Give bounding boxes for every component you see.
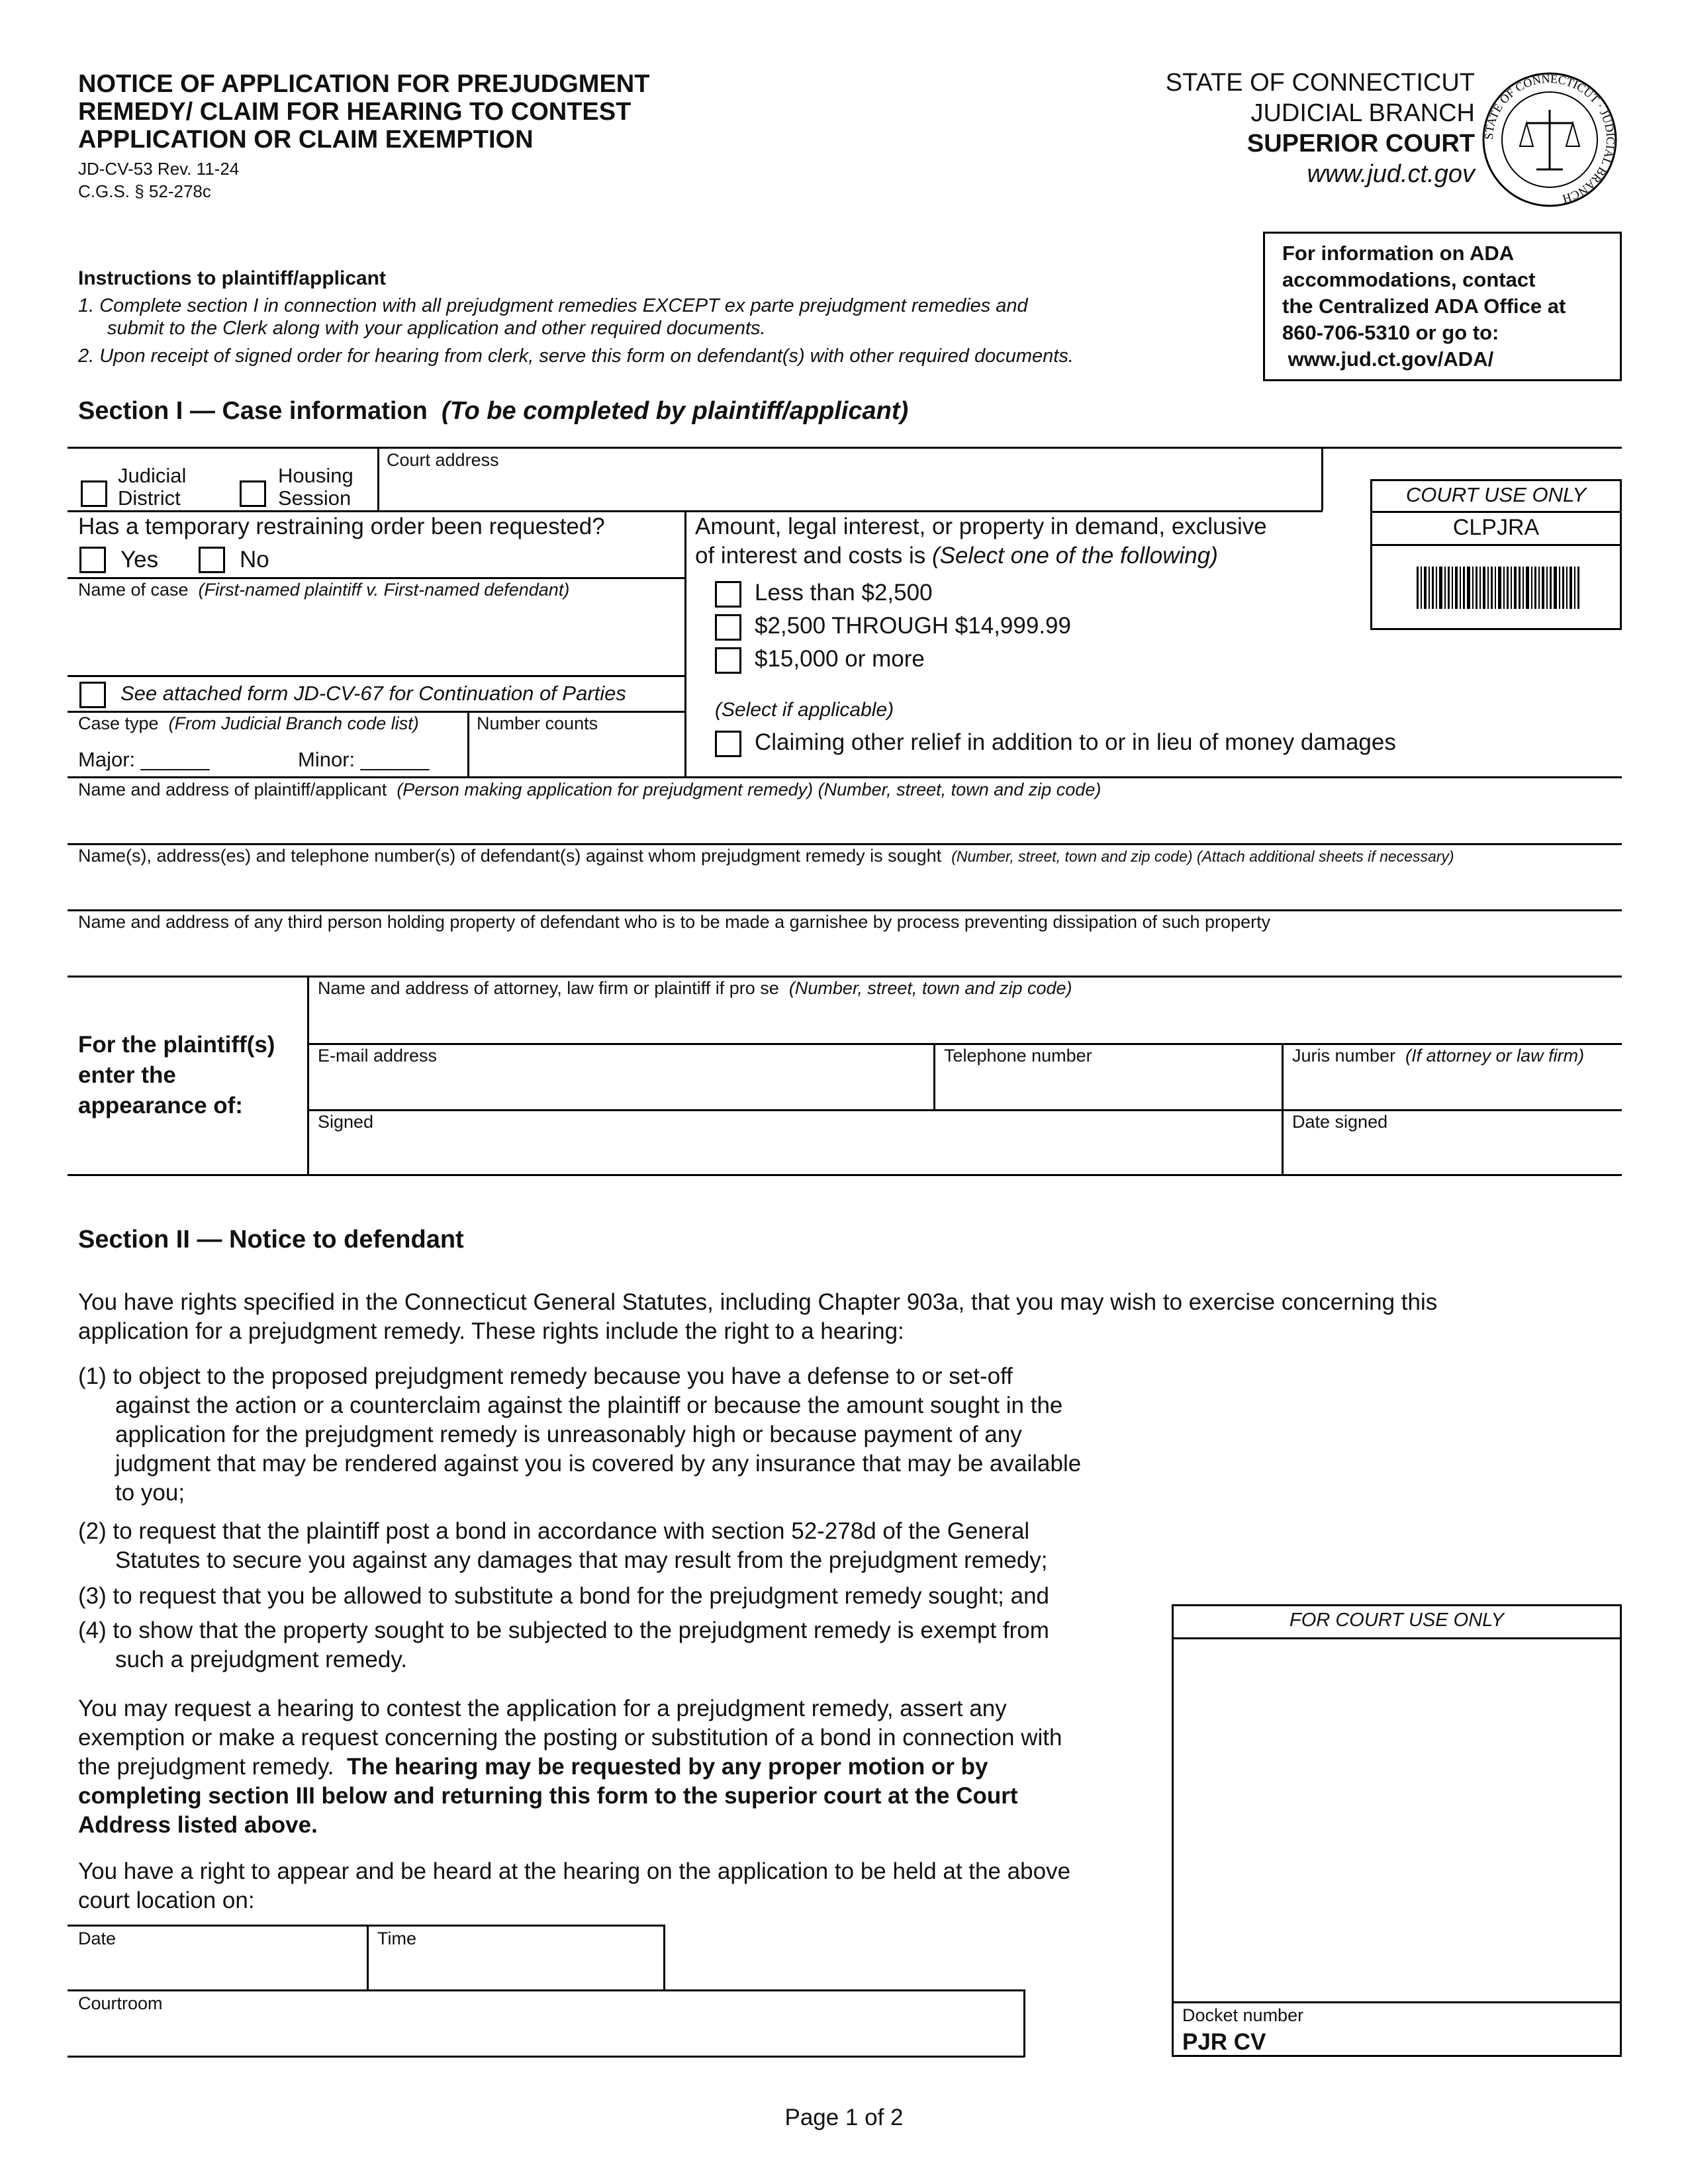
signature-field[interactable]: [318, 1134, 1271, 1170]
section-1-title-text: Section I — Case information: [78, 397, 428, 425]
right-1: [78, 1362, 1081, 1508]
title-line-2: REMEDY/ CLAIM FOR HEARING TO CONTEST: [78, 98, 632, 126]
housing-session-checkbox[interactable]: [240, 480, 266, 507]
name-of-case-text: Name of case: [78, 580, 189, 600]
right-3-line-1: (3) to request that you be allowed to substitute a bond for the prejudgment remedy sought; and: [78, 1583, 1050, 1609]
ada-line-2: accommodations, contact: [1282, 268, 1536, 291]
right-1-line-3: application for the prejudgment remedy is unreasonably high or because payment of any: [115, 1422, 1022, 1447]
date-signed-field[interactable]: [1292, 1134, 1617, 1170]
attorney-label: [318, 978, 1072, 999]
intro-line-2: application for a prejudgment remedy. These rights include the right to a hearing:: [78, 1318, 904, 1344]
plaintiff-field[interactable]: [78, 802, 1614, 839]
case-type-minor[interactable]: Minor: ______: [298, 748, 430, 771]
date-signed-label: Date signed: [1292, 1112, 1388, 1132]
garnishee-field[interactable]: [78, 934, 1614, 972]
select-if-applicable: (Select if applicable): [715, 699, 894, 721]
hearing-line-3: the prejudgment remedy.: [78, 1754, 334, 1780]
ada-info-box: [1263, 232, 1622, 381]
ada-line-1: For information on ADA: [1282, 242, 1515, 265]
state-seal-icon: [1480, 70, 1619, 209]
form-title: [78, 70, 649, 154]
appear-line-1: You have a right to appear and be heard at the hearing on the application to be held at the above: [78, 1858, 1071, 1884]
amount-2500-14999-checkbox[interactable]: [715, 614, 741, 641]
hearing-date-field[interactable]: [78, 1951, 356, 1987]
for-court-use-only-label: FOR COURT USE ONLY: [1289, 1610, 1504, 1631]
barcode-icon: [1417, 567, 1582, 609]
for-court-use-only-box: [1172, 1604, 1622, 2057]
amount-15000-checkbox[interactable]: [715, 647, 741, 674]
attorney-field[interactable]: [318, 1001, 1615, 1039]
hearing-bold-1: The hearing may be requested by any proper motion or by: [346, 1754, 988, 1780]
tro-yes-label: Yes: [120, 547, 159, 572]
amount-less-2500-checkbox[interactable]: [715, 581, 741, 608]
instruction-2: 2. Upon receipt of signed order for hearing from clerk, serve this form on defendant(s) with other required documents.: [78, 345, 1074, 367]
signed-label: Signed: [318, 1112, 374, 1132]
continuation-label: See attached form JD-CV-67 for Continuation of Parties: [120, 682, 626, 705]
instruction-1-cont: submit to the Clerk along with your application and other required documents.: [107, 318, 766, 339]
hearing-date-label: Date: [78, 1929, 117, 1948]
name-of-case-label: [78, 580, 569, 600]
juris-label: [1292, 1046, 1584, 1066]
statute: C.G.S. § 52-278c: [78, 181, 211, 201]
juris-field[interactable]: [1292, 1068, 1617, 1105]
defendant-label-text: Name(s), address(es) and telephone number(s) of defendant(s) against whom prejudgment remedy is sought: [78, 846, 942, 866]
amount-label-2: [695, 543, 1218, 569]
right-2-line-2: Statutes to secure you against any damages that may result from the prejudgment remedy;: [115, 1547, 1048, 1573]
branch-name: JUDICIAL BRANCH: [1250, 99, 1475, 127]
plaintiff-hint: (Person making application for prejudgment remedy) (Number, street, town and zip code): [397, 780, 1102, 799]
right-3: [78, 1582, 1049, 1611]
amount-label-1: Amount, legal interest, or property in demand, exclusive: [695, 514, 1267, 539]
plaintiff-label: [78, 780, 1101, 800]
appearance-line-2: enter the: [78, 1062, 176, 1088]
svg-text:STATE OF CONNECTICUT · JUDICIA: STATE OF CONNECTICUT · JUDICIAL BRANCH: [1481, 71, 1618, 206]
instruction-1: 1. Complete section I in connection with all prejudgment remedies EXCEPT ex parte prejudgment remedies and: [78, 295, 1028, 316]
court-address-label: Court address: [387, 450, 499, 470]
juris-label-text: Juris number: [1292, 1046, 1396, 1066]
right-1-line-5: to you;: [115, 1480, 185, 1506]
hearing-time-field[interactable]: [377, 1951, 655, 1987]
right-1-line-2: against the action or a counterclaim against the plaintiff or because the amount sought in the: [115, 1392, 1063, 1418]
other-relief-label: Claiming other relief in addition to or in lieu of money damages: [755, 729, 1396, 755]
judicial-district-label: [118, 465, 186, 510]
court-use-only-label: COURT USE ONLY: [1405, 483, 1587, 506]
telephone-field[interactable]: [944, 1068, 1275, 1105]
court-header: [1166, 68, 1475, 189]
defendant-label: [78, 846, 1454, 866]
hearing-time-label: Time: [377, 1929, 416, 1948]
attorney-label-text: Name and address of attorney, law firm or plaintiff if pro se: [318, 978, 779, 998]
right-1-line-1: (1) to object to the proposed prejudgment remedy because you have a defense to or set-off: [78, 1363, 1013, 1389]
amount-select-hint: (Select one of the following): [931, 543, 1218, 569]
website: www.jud.ct.gov: [1307, 160, 1475, 188]
appear-paragraph: [78, 1857, 1070, 1915]
section-2-title: Section II — Notice to defendant: [78, 1226, 464, 1253]
appearance-line-3: appearance of:: [78, 1093, 243, 1118]
hearing-paragraph: [78, 1694, 1062, 1840]
amount-15000-label: $15,000 or more: [755, 646, 925, 672]
plaintiff-label-text: Name and address of plaintiff/applicant: [78, 780, 387, 799]
court-address-field[interactable]: [384, 471, 1311, 506]
page-number: Page 1 of 2: [784, 2105, 904, 2130]
continuation-checkbox[interactable]: [79, 682, 106, 708]
case-type-major[interactable]: Major: ______: [78, 748, 210, 771]
telephone-label: Telephone number: [944, 1046, 1092, 1066]
jd-line-1: Judicial: [118, 464, 187, 487]
garnishee-label: Name and address of any third person holding property of defendant who is to be made a garnishee by process preventing dissipation of such property: [78, 912, 1271, 932]
right-1-line-4: judgment that may be rendered against you is covered by any insurance that may be available: [115, 1451, 1082, 1477]
tro-question: Has a temporary restraining order been requested?: [78, 514, 605, 539]
intro-line-1: You have rights specified in the Connecticut General Statutes, including Chapter 903a, that you may wish to exercise concerning this: [78, 1289, 1438, 1315]
form-number: JD-CV-53 Rev. 11-24: [78, 159, 240, 179]
right-2: [78, 1517, 1048, 1575]
juris-hint: (If attorney or law firm): [1405, 1046, 1585, 1066]
ada-line-3: the Centralized ADA Office at: [1282, 295, 1566, 318]
instructions-heading: Instructions to plaintiff/applicant: [78, 267, 386, 289]
right-4: [78, 1616, 1049, 1674]
courtroom-field[interactable]: [78, 2016, 1011, 2052]
right-4-line-2: such a prejudgment remedy.: [115, 1647, 407, 1672]
ada-line-4: 860-706-5310 or go to:: [1282, 321, 1499, 344]
name-of-case-hint: (First-named plaintiff v. First-named defendant): [198, 580, 570, 600]
tro-no-checkbox[interactable]: [199, 547, 225, 573]
court-name: SUPERIOR COURT: [1246, 130, 1475, 158]
appearance-line-1: For the plaintiff(s): [78, 1032, 275, 1058]
hs-line-1: Housing: [278, 464, 353, 487]
amount-label-2-text: of interest and costs is: [695, 543, 926, 569]
jd-line-2: District: [118, 486, 181, 510]
defendant-field[interactable]: [78, 868, 1614, 905]
docket-number-value[interactable]: PJR CV: [1182, 2029, 1266, 2055]
courtroom-label: Courtroom: [78, 1993, 163, 2013]
judicial-district-checkbox[interactable]: [81, 480, 107, 507]
appearance-label: [78, 1030, 275, 1121]
email-field[interactable]: [318, 1068, 927, 1105]
section-1-title: [78, 397, 908, 426]
ada-link[interactable]: www.jud.ct.gov/ADA/: [1282, 347, 1494, 371]
amount-2500-14999-label: $2,500 THROUGH $14,999.99: [755, 613, 1071, 639]
state-name: STATE OF CONNECTICUT: [1165, 69, 1475, 97]
title-line-1: NOTICE OF APPLICATION FOR PREJUDGMENT: [78, 70, 650, 98]
right-2-line-1: (2) to request that the plaintiff post a bond in accordance with section 52-278d of the General: [78, 1518, 1030, 1544]
amount-less-2500-label: Less than $2,500: [755, 580, 933, 606]
hs-line-2: Session: [278, 486, 352, 510]
hearing-line-1: You may request a hearing to contest the application for a prejudgment remedy, assert any: [78, 1696, 1007, 1721]
section-1-subtitle: (To be completed by plaintiff/applicant): [442, 397, 909, 425]
other-relief-checbox[interactable]: [715, 731, 741, 757]
docket-number-label: Docket number: [1182, 2005, 1304, 2025]
defendant-hint: (Number, street, town and zip code) (Attach additional sheets if necessary): [951, 848, 1454, 865]
housing-session-label: [278, 465, 353, 510]
appear-line-2: court location on:: [78, 1888, 255, 1913]
name-of-case-field[interactable]: [78, 602, 674, 668]
email-label: E-mail address: [318, 1046, 438, 1066]
hearing-bold-2: completing section III below and returning this form to the superior court at the Court: [78, 1783, 1018, 1809]
hearing-bold-3: Address listed above.: [78, 1812, 318, 1838]
tro-no-label: No: [240, 547, 269, 572]
court-use-code: CLPJRA: [1452, 515, 1540, 540]
case-type-label: [78, 713, 419, 734]
number-counts-label: Number counts: [477, 713, 598, 733]
case-type-hint: (From Judicial Branch code list): [168, 713, 419, 733]
attorney-hint: (Number, street, town and zip code): [788, 978, 1072, 998]
case-type-text: Case type: [78, 713, 159, 733]
right-4-line-1: (4) to show that the property sought to be subjected to the prejudgment remedy is exempt from: [78, 1617, 1049, 1643]
section-2-intro: [78, 1288, 1437, 1346]
tro-yes-checkbox[interactable]: [79, 547, 106, 573]
title-line-3: APPLICATION OR CLAIM EXEMPTION: [78, 126, 534, 154]
hearing-line-2: exemption or make a request concerning the posting or substitution of a bond in connection with: [78, 1725, 1062, 1751]
